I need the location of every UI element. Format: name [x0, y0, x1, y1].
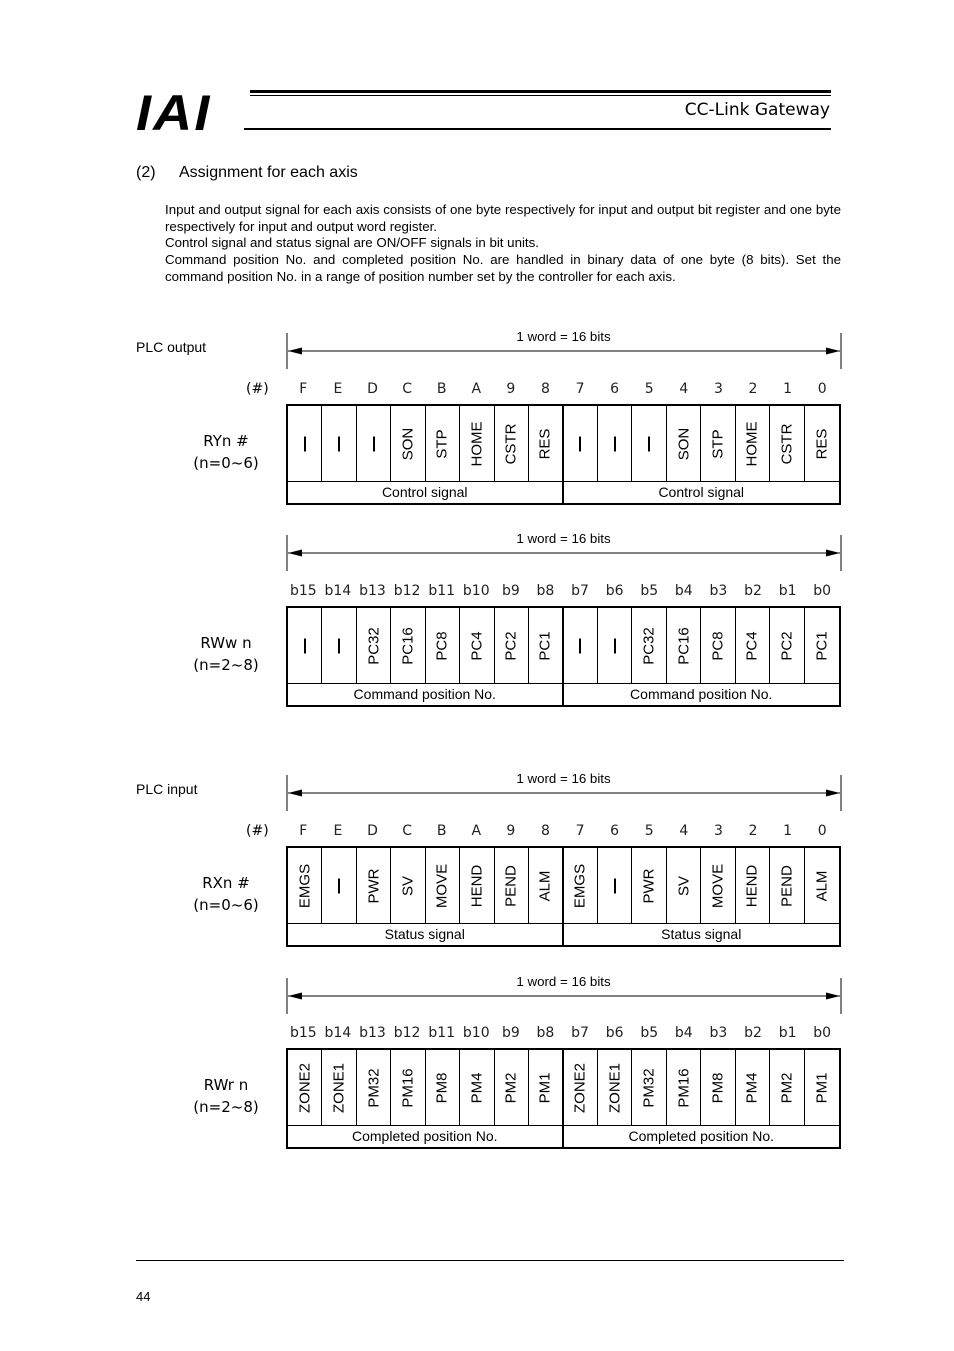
bit-index: 3 — [713, 381, 723, 397]
signal-name: PC2 — [778, 630, 796, 661]
signal-cells — [288, 406, 839, 482]
signal-group-label: Control signal — [288, 482, 564, 503]
signal-cell — [805, 406, 839, 481]
bit-index: C — [402, 823, 412, 839]
bit-index: 6 — [610, 381, 620, 397]
signal-name: PC8 — [433, 630, 451, 661]
signal-cell — [667, 848, 701, 923]
signal-cell — [460, 848, 494, 923]
signal-cell — [564, 848, 598, 923]
signal-groups — [288, 924, 839, 945]
bit-index: b13 — [359, 583, 386, 599]
signal-name: PM2 — [778, 1072, 796, 1103]
bit-index: D — [367, 823, 378, 839]
signal-cell — [426, 1050, 460, 1125]
unused-bit-mark — [304, 638, 306, 653]
bit-number-label: (#) — [246, 823, 269, 839]
section-title: Assignment for each axis — [179, 164, 358, 181]
bit-index: A — [471, 823, 482, 839]
word-size-label: 1 word = 16 bits — [516, 329, 611, 344]
register-name — [188, 632, 264, 676]
signal-groups — [288, 684, 839, 705]
bit-index: 4 — [679, 823, 689, 839]
signal-cell — [770, 1050, 804, 1125]
signal-name: STP — [709, 428, 727, 459]
word-size-label: 1 word = 16 bits — [516, 771, 611, 786]
signal-name: PM1 — [813, 1072, 831, 1103]
signal-name: PC1 — [536, 630, 554, 661]
signal-name: PC2 — [502, 630, 520, 661]
signal-name: PM8 — [433, 1072, 451, 1103]
bit-index: b6 — [605, 583, 624, 599]
signal-group-label: Status signal — [661, 926, 742, 942]
signal-name: HOME — [743, 421, 761, 466]
bit-index: b5 — [640, 1025, 659, 1041]
signal-name: PC1 — [813, 630, 831, 661]
signal-cell — [805, 608, 839, 683]
signal-cell — [701, 406, 735, 481]
signal-name: PEND — [778, 864, 796, 907]
signal-name: PM16 — [399, 1067, 417, 1108]
bit-index: 2 — [748, 823, 758, 839]
register-range: (n=2~8) — [193, 656, 259, 674]
signal-cell — [736, 848, 770, 923]
signal-name: PM4 — [743, 1072, 761, 1103]
signal-cells — [288, 608, 839, 684]
signal-name: PM32 — [640, 1067, 658, 1108]
bit-index: 4 — [679, 381, 689, 397]
signal-cell — [391, 406, 425, 481]
bit-index: b14 — [324, 583, 352, 599]
bit-index-row — [286, 823, 840, 841]
signal-name: PM8 — [709, 1072, 727, 1103]
signal-cell — [667, 406, 701, 481]
signal-name: RES — [536, 428, 554, 459]
signal-name: PC16 — [399, 626, 417, 665]
register-range: (n=2~8) — [193, 1098, 259, 1116]
signal-name: ZONE2 — [571, 1062, 589, 1113]
signal-cell — [529, 608, 563, 683]
register-table — [286, 606, 841, 707]
bit-number-label: (#) — [246, 381, 269, 397]
signal-name: EMGS — [571, 863, 589, 908]
signal-cell — [460, 1050, 494, 1125]
bit-index: b15 — [289, 1025, 317, 1041]
bit-index: b0 — [813, 1025, 832, 1041]
register-id: RWw n — [200, 634, 252, 652]
header-rule-mid — [250, 95, 831, 96]
plc-output-label: PLC output — [136, 339, 207, 355]
signal-cell — [529, 406, 563, 481]
bit-index: b12 — [393, 1025, 421, 1041]
signal-group-label: Command position No. — [630, 686, 773, 702]
signal-name: SON — [675, 427, 693, 460]
signal-cell — [288, 848, 322, 923]
signal-cells — [288, 848, 839, 924]
signal-groups — [288, 1126, 839, 1147]
bit-index: F — [299, 381, 308, 397]
bit-index: 8 — [540, 823, 550, 839]
bit-index: E — [333, 823, 343, 839]
word-width-arrow — [286, 978, 842, 1014]
bit-index: 1 — [783, 823, 793, 839]
iai-logo: IAI — [136, 85, 212, 141]
signal-name: MOVE — [709, 863, 727, 908]
unused-bit-mark — [648, 436, 650, 451]
bit-index: b7 — [571, 1025, 589, 1041]
signal-cell — [632, 406, 666, 481]
bit-index: b15 — [289, 583, 317, 599]
bit-index: E — [333, 381, 343, 397]
bit-index: b8 — [536, 583, 555, 599]
signal-cell — [564, 406, 598, 481]
signal-cell — [529, 1050, 563, 1125]
register-name — [188, 430, 264, 474]
page-number: 44 — [136, 1289, 151, 1304]
signal-cell — [357, 1050, 391, 1125]
bit-index: 5 — [644, 823, 654, 839]
unused-bit-mark — [338, 436, 340, 451]
bit-index: b11 — [428, 1025, 456, 1041]
unused-bit-mark — [338, 878, 340, 893]
word-size-label: 1 word = 16 bits — [516, 531, 611, 546]
bit-index: b10 — [462, 583, 490, 599]
signal-groups — [288, 482, 839, 503]
signal-name: HEND — [468, 864, 486, 907]
bit-index: b3 — [709, 583, 728, 599]
signal-group-label: Completed position No. — [628, 1128, 775, 1144]
signal-name: PM2 — [502, 1072, 520, 1103]
signal-cell — [357, 608, 391, 683]
signal-cell — [322, 1050, 356, 1125]
bit-index: b12 — [393, 583, 421, 599]
signal-cell — [426, 608, 460, 683]
signal-name: EMGS — [296, 863, 314, 908]
unused-bit-mark — [304, 436, 306, 451]
bit-index: b1 — [778, 1025, 797, 1041]
signal-cell — [805, 848, 839, 923]
word-width-arrow — [286, 333, 842, 369]
register-id: RWr n — [203, 1076, 249, 1094]
paragraph-1: Input and output signal for each axis consists of one byte respectively for input and output bit register and one byte respectively for input and output word register. — [165, 202, 841, 234]
unused-bit-mark — [579, 638, 581, 653]
signal-cell — [357, 848, 391, 923]
bit-index: 7 — [575, 381, 585, 397]
signal-cell — [495, 406, 529, 481]
signal-cell — [391, 848, 425, 923]
bit-index: b9 — [501, 583, 520, 599]
footer-rule — [136, 1260, 844, 1261]
signal-cell — [770, 608, 804, 683]
bit-index: b4 — [674, 1025, 693, 1041]
register-id: RYn # — [203, 432, 249, 450]
signal-name: PC4 — [743, 630, 761, 661]
signal-name: PC8 — [709, 630, 727, 661]
bit-index: 2 — [748, 381, 758, 397]
bit-index: b14 — [324, 1025, 352, 1041]
signal-cell — [736, 1050, 770, 1125]
bit-index: b2 — [744, 583, 762, 599]
signal-cell — [805, 1050, 839, 1125]
signal-name: ZONE1 — [606, 1062, 624, 1113]
signal-group-label: Status signal — [288, 924, 564, 945]
signal-name: MOVE — [433, 863, 451, 908]
signal-name: PM16 — [675, 1067, 693, 1108]
signal-cell — [701, 848, 735, 923]
signal-cell — [701, 1050, 735, 1125]
signal-name: CSTR — [778, 423, 796, 464]
signal-cell — [632, 608, 666, 683]
signal-cell — [357, 406, 391, 481]
unused-bit-mark — [614, 638, 616, 653]
word-width-arrow — [286, 775, 842, 811]
signal-name: PWR — [365, 868, 383, 903]
signal-name: SON — [399, 427, 417, 460]
signal-name: STP — [433, 428, 451, 459]
signal-cell — [426, 848, 460, 923]
bit-index: 1 — [783, 381, 793, 397]
unused-bit-mark — [338, 638, 340, 653]
bit-index: b6 — [605, 1025, 624, 1041]
signal-cell — [736, 406, 770, 481]
bit-index: F — [299, 823, 308, 839]
bit-index: 9 — [506, 823, 516, 839]
bit-index: 5 — [644, 381, 654, 397]
register-name — [188, 872, 264, 916]
paragraph-3: Command position No. and completed position No. are handled in binary data of one byte (8 bits). Set the command position No. in a range of position number set by the controller for each axis. — [165, 252, 841, 284]
header-rule-top — [250, 90, 831, 93]
signal-cell — [667, 608, 701, 683]
signal-name: PC4 — [468, 630, 486, 661]
signal-name: HEND — [743, 864, 761, 907]
signal-cell — [426, 406, 460, 481]
unused-bit-mark — [579, 436, 581, 451]
signal-cells — [288, 1050, 839, 1126]
signal-cell — [667, 1050, 701, 1125]
register-table — [286, 846, 841, 947]
signal-name: PM1 — [536, 1072, 554, 1103]
signal-cell — [736, 608, 770, 683]
register-name — [188, 1074, 264, 1118]
bit-index: C — [402, 381, 412, 397]
signal-name: PEND — [502, 864, 520, 907]
bit-index: b13 — [359, 1025, 386, 1041]
signal-name: RES — [813, 428, 831, 459]
signal-name: HOME — [468, 421, 486, 466]
signal-cell — [495, 1050, 529, 1125]
bit-index: 6 — [610, 823, 620, 839]
signal-name: CSTR — [502, 423, 520, 464]
signal-group-label: Completed position No. — [288, 1126, 564, 1147]
signal-name: PC32 — [640, 626, 658, 665]
bit-index: B — [436, 823, 447, 839]
signal-cell — [288, 1050, 322, 1125]
bit-index: b9 — [501, 1025, 520, 1041]
bit-index: 3 — [713, 823, 723, 839]
signal-cell — [770, 406, 804, 481]
register-table — [286, 404, 841, 505]
bit-index: 0 — [817, 823, 827, 839]
signal-name: SV — [675, 875, 693, 896]
bit-index: 0 — [817, 381, 827, 397]
signal-name: ZONE2 — [296, 1062, 314, 1113]
signal-cell — [564, 608, 598, 683]
signal-name: ALM — [536, 870, 554, 901]
register-table — [286, 1048, 841, 1149]
signal-cell — [288, 406, 322, 481]
bit-index: 7 — [575, 823, 585, 839]
bit-index: b5 — [640, 583, 659, 599]
signal-cell — [770, 848, 804, 923]
plc-input-label: PLC input — [136, 781, 198, 797]
signal-name: ZONE1 — [330, 1062, 348, 1113]
register-range: (n=0~6) — [193, 896, 259, 914]
word-size-label: 1 word = 16 bits — [516, 974, 611, 989]
signal-name: PC32 — [365, 626, 383, 665]
document-title: CC-Link Gateway — [684, 100, 830, 120]
bit-index: D — [367, 381, 378, 397]
unused-bit-mark — [614, 436, 616, 451]
signal-cell — [322, 608, 356, 683]
signal-cell — [391, 1050, 425, 1125]
signal-cell — [598, 848, 632, 923]
bit-index: B — [436, 381, 447, 397]
signal-cell — [460, 406, 494, 481]
header-rule-bottom — [244, 128, 831, 130]
signal-cell — [322, 406, 356, 481]
bit-index: b1 — [778, 583, 797, 599]
signal-cell — [391, 608, 425, 683]
bit-index-row — [286, 381, 840, 399]
unused-bit-mark — [373, 436, 375, 451]
signal-cell — [322, 848, 356, 923]
signal-cell — [495, 608, 529, 683]
bit-index: 8 — [540, 381, 550, 397]
signal-cell — [632, 848, 666, 923]
signal-name: PC16 — [675, 626, 693, 665]
signal-name: ALM — [813, 870, 831, 901]
signal-name: PWR — [640, 868, 658, 903]
bit-index-row — [286, 583, 840, 601]
signal-group-label: Command position No. — [288, 684, 564, 705]
bit-index: b3 — [709, 1025, 728, 1041]
bit-index: b4 — [674, 583, 693, 599]
signal-name: SV — [399, 875, 417, 896]
paragraph-2: Control signal and status signal are ON/OFF signals in bit units. — [165, 235, 539, 250]
section-number: (2) — [136, 164, 156, 181]
signal-cell — [460, 608, 494, 683]
bit-index: b7 — [571, 583, 589, 599]
signal-name: PM4 — [468, 1072, 486, 1103]
signal-cell — [288, 608, 322, 683]
signal-name: PM32 — [365, 1067, 383, 1108]
word-width-arrow — [286, 535, 842, 571]
register-range: (n=0~6) — [193, 454, 259, 472]
bit-index: b11 — [428, 583, 456, 599]
bit-index: 9 — [506, 381, 516, 397]
bit-index-row — [286, 1025, 840, 1043]
signal-cell — [564, 1050, 598, 1125]
signal-cell — [495, 848, 529, 923]
unused-bit-mark — [614, 878, 616, 893]
signal-group-label: Control signal — [658, 484, 745, 500]
signal-cell — [701, 608, 735, 683]
bit-index: b0 — [813, 583, 832, 599]
signal-cell — [529, 848, 563, 923]
bit-index: A — [471, 381, 482, 397]
bit-index: b10 — [462, 1025, 490, 1041]
signal-cell — [598, 406, 632, 481]
bit-index: b8 — [536, 1025, 555, 1041]
register-id: RXn # — [202, 874, 250, 892]
signal-cell — [598, 1050, 632, 1125]
signal-cell — [632, 1050, 666, 1125]
signal-cell — [598, 608, 632, 683]
bit-index: b2 — [744, 1025, 762, 1041]
